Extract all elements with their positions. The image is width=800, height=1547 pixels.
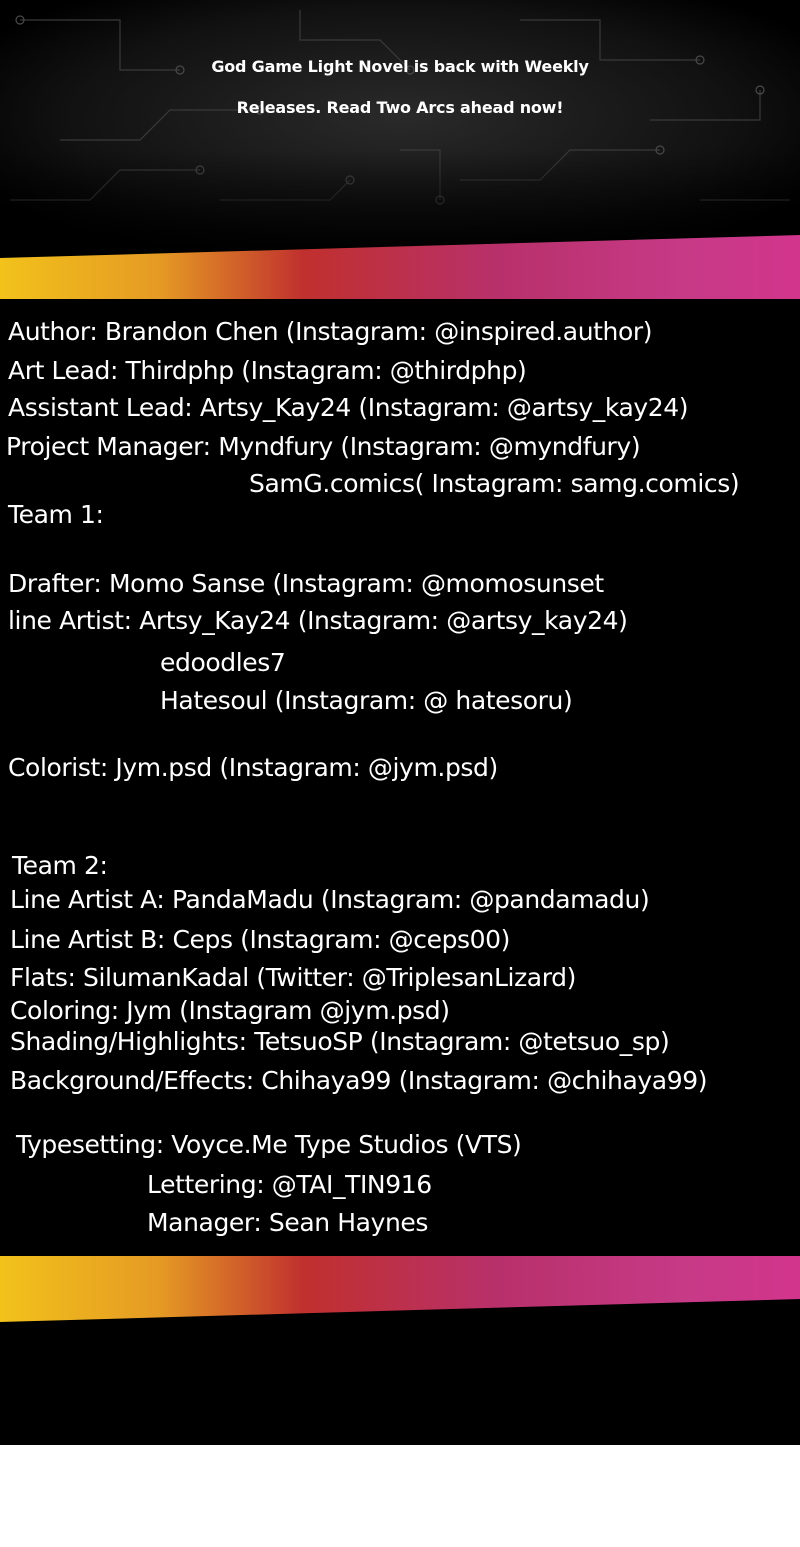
gradient-stripe-bottom	[0, 1256, 800, 1326]
blank-footer-area	[0, 1445, 800, 1547]
credit-background: Background/Effects: Chihaya99 (Instagram: @chihaya99)	[10, 1066, 708, 1095]
credit-line-artist-3: Hatesoul (Instagram: @ hatesoru)	[160, 686, 573, 715]
credit-drafter: Drafter: Momo Sanse (Instagram: @momosunset	[8, 569, 604, 598]
credit-project-manager-2: SamG.comics( Instagram: samg.comics)	[249, 469, 740, 498]
credit-shading: Shading/Highlights: TetsuoSP (Instagram: @tetsuo_sp)	[10, 1027, 670, 1056]
headline-line-1: God Game Light Novel is back with Weekly	[211, 57, 589, 76]
credit-manager: Manager: Sean Haynes	[147, 1208, 429, 1237]
circuit-board-background	[0, 0, 800, 260]
credit-lettering: Lettering: @TAI_TIN916	[147, 1170, 432, 1199]
credit-line-artist: line Artist: Artsy_Kay24 (Instagram: @artsy_kay24)	[8, 606, 628, 635]
credit-assistant-lead: Assistant Lead: Artsy_Kay24 (Instagram: @artsy_kay24)	[8, 393, 689, 422]
credit-typesetting: Typesetting: Voyce.Me Type Studios (VTS)	[16, 1130, 522, 1159]
credit-line-artist-a: Line Artist A: PandaMadu (Instagram: @pandamadu)	[10, 885, 650, 914]
gradient-stripe-top	[0, 232, 800, 302]
headline	[0, 46, 800, 128]
credit-line-artist-2: edoodles7	[160, 648, 286, 677]
team-1-heading: Team 1:	[8, 500, 104, 529]
team-2-heading: Team 2:	[12, 851, 108, 880]
credit-colorist: Colorist: Jym.psd (Instagram: @jym.psd)	[8, 753, 498, 782]
credit-author: Author: Brandon Chen (Instagram: @inspired.author)	[8, 317, 653, 346]
credit-art-lead: Art Lead: Thirdphp (Instagram: @thirdphp)	[8, 356, 527, 385]
credit-project-manager: Project Manager: Myndfury (Instagram: @myndfury)	[6, 432, 641, 461]
credit-coloring: Coloring: Jym (Instagram @jym.psd)	[10, 996, 450, 1025]
headline-line-2: Releases. Read Two Arcs ahead now!	[236, 98, 564, 117]
credit-line-artist-b: Line Artist B: Ceps (Instagram: @ceps00)	[10, 925, 511, 954]
credit-flats: Flats: SilumanKadal (Twitter: @TriplesanLizard)	[10, 963, 576, 992]
